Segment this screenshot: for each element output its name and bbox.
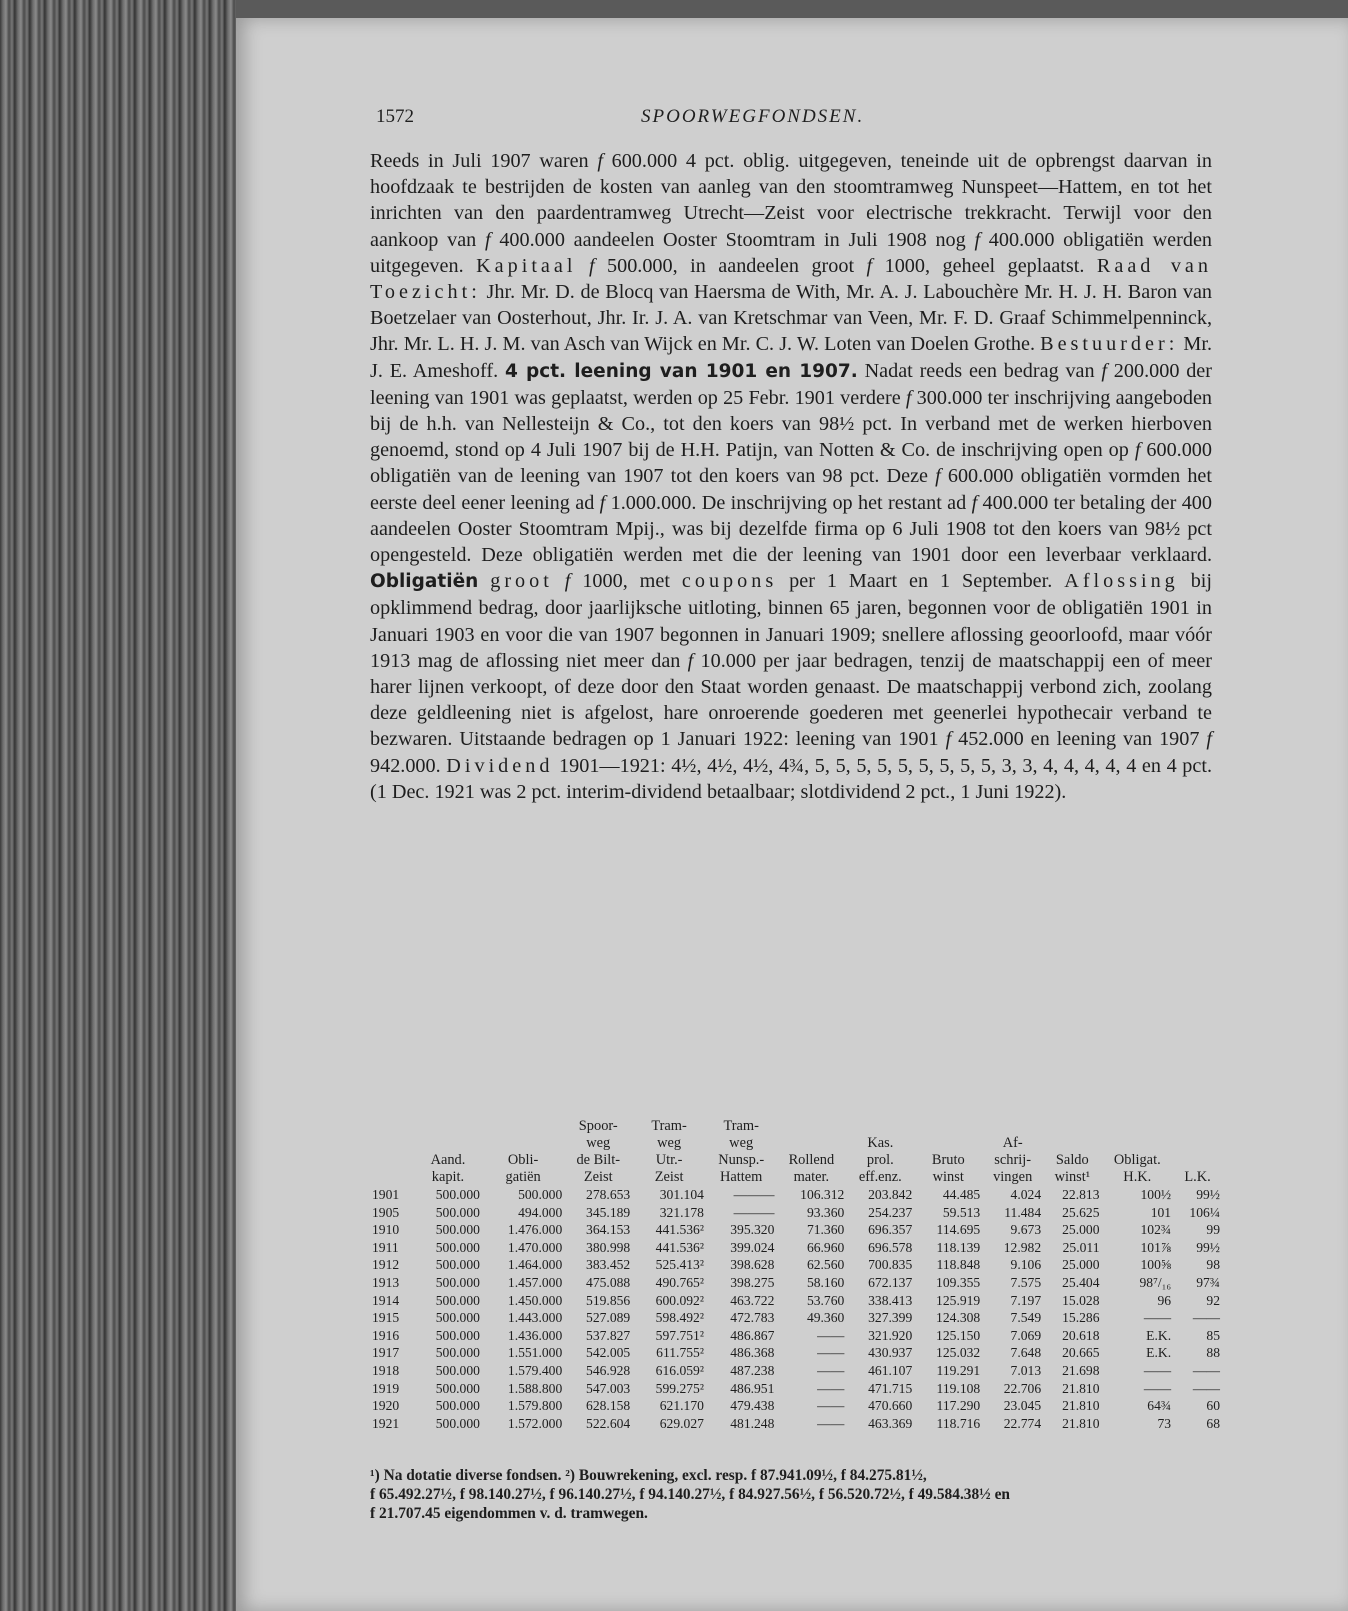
year-cell: 1916 (372, 1327, 400, 1343)
table-row (370, 1415, 1222, 1433)
table-cell: 20.665 (1062, 1345, 1100, 1361)
table-row (370, 1292, 1222, 1310)
florin-sign: f (564, 570, 571, 593)
table-cell: 430.937 (868, 1345, 913, 1361)
table-cell: 100⅝ (1140, 1257, 1172, 1273)
text-run: 400.000 obligatiën werden uitgegeven. (370, 228, 1212, 277)
table-cell: 15.028 (1062, 1292, 1100, 1308)
table-cell: 119.291 (936, 1362, 981, 1378)
table-cell: 479.438 (730, 1398, 775, 1414)
table-cell: —— (817, 1327, 845, 1343)
column-header: Tram- weg Utr.- Zeist (651, 1118, 687, 1185)
table-cell: 12.982 (1003, 1239, 1042, 1255)
text-run: 400.000 aandeelen Ooster Stoomtram in Juli 1908 nog (490, 228, 975, 251)
table-cell: 23.045 (1003, 1398, 1042, 1414)
table-cell: 98 (1206, 1257, 1220, 1273)
text-run: 452.000 en leening van 1907 (951, 728, 1207, 751)
text-run: per 1 Maart en 1 September. (777, 570, 1065, 593)
table-cell: 85 (1206, 1327, 1220, 1343)
table-cell: 441.536² (655, 1222, 704, 1238)
table-cell: 500.000 (435, 1310, 480, 1326)
table-cell: 527.089 (586, 1310, 631, 1326)
table-cell: 463.369 (868, 1415, 913, 1431)
table-cell: 25.000 (1062, 1257, 1100, 1273)
table-cell: 475.088 (586, 1274, 631, 1290)
florin-sign: f (588, 254, 595, 277)
table-header-row (370, 1118, 1222, 1186)
table-cell: 59.513 (942, 1204, 981, 1220)
florin-sign: f (687, 649, 694, 672)
florin-sign: f (597, 150, 603, 172)
financial-table (370, 1118, 1222, 1432)
table-cell: —— (817, 1380, 845, 1396)
florin-sign: f (905, 386, 912, 409)
table-cell: 15.286 (1062, 1310, 1100, 1326)
table-cell: 500.000 (435, 1257, 480, 1273)
table-cell: 109.355 (936, 1274, 981, 1290)
table-cell: 486.368 (730, 1345, 775, 1361)
table-cell: 7.549 (1010, 1310, 1042, 1326)
florin-sign: f (866, 254, 873, 277)
table-cell: 101 (1150, 1204, 1172, 1220)
table-cell: 380.998 (586, 1239, 631, 1255)
table-cell: 1.443.000 (507, 1310, 563, 1326)
table-cell: 1.579.400 (507, 1362, 563, 1378)
book-page-edges (0, 0, 236, 1611)
table-cell: 106¼ (1189, 1204, 1220, 1220)
table-cell: 44.485 (942, 1187, 981, 1202)
table-cell: —— (1143, 1310, 1172, 1326)
table-cell: 1.476.000 (507, 1222, 563, 1238)
table-cell: 7.197 (1010, 1292, 1042, 1308)
table-cell: 500.000 (435, 1274, 480, 1290)
year-cell: 1915 (372, 1310, 400, 1326)
column-header: Tram- weg Nunsp.- Hattem (718, 1118, 765, 1185)
table-cell: 600.092² (655, 1292, 704, 1308)
table-cell: 542.005 (586, 1345, 631, 1361)
florin-sign: f (484, 228, 491, 251)
table-cell: 494.000 (518, 1204, 563, 1220)
table-cell: 66.960 (806, 1239, 845, 1255)
text-run: Mr. J. E. Ameshoff. (370, 333, 1213, 382)
column-header: Obli- gatiën (505, 1152, 541, 1185)
year-cell: 1911 (372, 1239, 399, 1255)
text-run: Jhr. Mr. D. de Blocq van Haersma de With, Mr. A. J. Labouchère Mr. H. J. H. Baron van Boetzelaer van Oosterhout, Jhr. Ir. J. A. van Kretschmar van Veen, Mr. F. D. Graaf Schimmelpenninck, Jhr. Mr. L. H. J. M. van Asch van Wijck en Mr. C. J. W. Loten van Doelen Grothe. (370, 281, 1212, 356)
table-cell: ——— (733, 1187, 775, 1202)
table-cell: 4.024 (1010, 1187, 1042, 1202)
table-cell: 99½ (1196, 1239, 1220, 1255)
table-row (370, 1256, 1222, 1274)
text-run: 500.000, in aandeelen groot (594, 254, 867, 277)
table-cell: 96 (1157, 1292, 1172, 1308)
text-run: 600.000 obligatiën van de leening van 1907 tot den koers van 98 pct. Deze (370, 439, 1212, 488)
table-cell: 486.867 (730, 1327, 775, 1343)
table-cell: 1.464.000 (507, 1257, 563, 1273)
footnotes (370, 1466, 1222, 1523)
table-cell: 106.312 (800, 1187, 845, 1202)
table-cell: 118.139 (936, 1239, 981, 1255)
text-run: Nadat reeds een bedrag van (857, 359, 1102, 382)
table-cell: 9.106 (1010, 1257, 1042, 1273)
text-run: 1000, geheel geplaatst. (872, 254, 1097, 277)
text-run (478, 570, 490, 592)
footnote-line: f 21.707.45 eigendommen v. d. tramwegen. (370, 1505, 648, 1522)
table-cell: —— (817, 1362, 845, 1378)
table-cell: 1.470.000 (507, 1239, 563, 1255)
table-cell: E.K. (1146, 1345, 1172, 1361)
spaced-term: Raad van Toezicht: (370, 254, 1212, 304)
table-cell: 611.755² (656, 1345, 704, 1361)
table-cell: —— (817, 1415, 845, 1431)
table-cell: 73 (1157, 1415, 1172, 1431)
table-cell: 696.578 (868, 1239, 913, 1255)
table-cell: 672.137 (868, 1274, 913, 1290)
table-cell: 500.000 (435, 1204, 480, 1220)
table-cell: 500.000 (435, 1327, 480, 1343)
table-cell: 621.170 (659, 1398, 704, 1414)
table-cell: 700.835 (868, 1257, 913, 1273)
year-cell: 1918 (372, 1362, 400, 1378)
florin-sign: f (935, 465, 941, 488)
florin-sign: f (971, 491, 978, 514)
table-cell: 49.360 (806, 1310, 845, 1326)
table-cell: 490.765² (655, 1274, 704, 1290)
text-run: 600.000 obligatiën vormden het eerste deel eener leening ad (370, 465, 1212, 514)
table-row (370, 1380, 1222, 1398)
table-cell: 22.813 (1062, 1187, 1100, 1202)
table-cell: 471.715 (868, 1380, 913, 1396)
page-header (376, 106, 1206, 140)
column-header: Bruto winst (931, 1152, 965, 1185)
table-cell: 97¾ (1196, 1274, 1220, 1290)
table-cell: 92 (1206, 1292, 1220, 1308)
table-cell: 62.560 (806, 1257, 845, 1273)
table-row (370, 1204, 1222, 1222)
bold-heading: Obligatiën (370, 571, 479, 593)
table-cell: 399.024 (730, 1239, 775, 1255)
table-cell: 1.457.000 (507, 1274, 563, 1290)
table-cell: ——— (733, 1204, 775, 1220)
table-cell: 486.951 (730, 1380, 775, 1396)
table-cell: 125.919 (936, 1292, 981, 1308)
table-cell: 53.760 (806, 1292, 845, 1308)
table-cell: 60 (1206, 1398, 1220, 1414)
table-cell: 11.484 (1004, 1204, 1042, 1220)
table-cell: 1.450.000 (507, 1292, 563, 1308)
table-cell: 21.698 (1062, 1362, 1100, 1378)
page-number: 1572 (376, 106, 414, 127)
year-cell: 1919 (372, 1380, 400, 1396)
table-cell: 321.920 (868, 1327, 913, 1343)
year-cell: 1905 (372, 1204, 400, 1220)
table-cell: 99½ (1196, 1187, 1220, 1202)
table-cell: 118.848 (936, 1257, 981, 1273)
table-cell: 522.604 (586, 1415, 631, 1431)
column-header: Kas. prol. eff.enz. (858, 1135, 902, 1185)
table-cell: 345.189 (586, 1204, 631, 1220)
year-cell: 1913 (372, 1274, 400, 1290)
table-cell: —— (1192, 1362, 1220, 1378)
table-row (370, 1274, 1222, 1292)
table-row (370, 1239, 1222, 1257)
text-run: 400.000 ter betaling der 400 aandeelen Ooster Stoomtram Mpij., was bij dezelfde firma op 6 Juli 1908 tot den koers van 98½ pct opengesteld. Deze obligatiën werden met die der leening van 1901 door een leverbaar verklaard. (370, 491, 1212, 567)
table-cell: 597.751² (655, 1327, 704, 1343)
table-cell: 124.308 (936, 1310, 981, 1326)
table-cell: 441.536² (655, 1239, 704, 1255)
table-cell: 525.413² (655, 1257, 704, 1273)
spaced-term: coupons (681, 570, 778, 593)
table-row (370, 1186, 1222, 1204)
text-run: 1.000.000. De inschrijving op het restant ad (605, 491, 972, 514)
table-row (370, 1327, 1222, 1345)
table-row (370, 1221, 1222, 1239)
table-cell: 25.625 (1062, 1204, 1100, 1220)
column-header: Spoor- weg de Bilt- Zeist (576, 1118, 621, 1185)
column-header (370, 1118, 414, 1186)
florin-sign: f (974, 228, 981, 251)
table-cell: 321.178 (659, 1204, 704, 1220)
body-paragraph (370, 148, 1212, 805)
year-cell: 1912 (372, 1257, 400, 1273)
table-cell: 500.000 (435, 1380, 480, 1396)
table-cell: 398.275 (730, 1274, 775, 1290)
table-cell: 1.588.800 (507, 1380, 563, 1396)
table-cell: 463.722 (730, 1292, 775, 1308)
text-run: 600.000 4 pct. oblig. uitgegeven, teneinde uit de opbrengst daarvan in hoofdzaak te bestrijden de kosten van aanleg van den stoomtramweg Nunspeet—Hattem, en tot het inrichten van den paardentramweg Utrecht—Zeist voor electrische trekkracht. Terwijl voor den aankoop van (370, 150, 1212, 251)
table-row (370, 1362, 1222, 1380)
spaced-term: Bestuurder: (1040, 333, 1179, 356)
table-cell: 100½ (1140, 1187, 1172, 1202)
table-cell: 21.810 (1062, 1398, 1100, 1414)
running-title: SPOORWEGFONDSEN. (641, 106, 865, 127)
table-row (370, 1344, 1222, 1362)
table-cell: 64¾ (1147, 1398, 1172, 1414)
table-cell: 68 (1206, 1415, 1220, 1431)
table-cell: 21.810 (1062, 1415, 1100, 1431)
florin-sign: f (599, 491, 606, 514)
column-header: Rollend mater. (788, 1152, 835, 1185)
table-cell: 487.238 (730, 1362, 775, 1378)
table-cell: 628.158 (586, 1398, 631, 1414)
florin-sign: f (1206, 728, 1213, 751)
table-cell: 7.069 (1010, 1327, 1042, 1343)
column-header: L.K. (1184, 1169, 1211, 1185)
table-cell: 1.436.000 (507, 1327, 563, 1343)
spaced-term: Dividend (446, 754, 554, 777)
table-cell: 117.290 (936, 1398, 981, 1414)
table-cell: 398.628 (730, 1257, 775, 1273)
table-cell: 383.452 (586, 1257, 631, 1273)
table-cell: —— (1192, 1310, 1220, 1326)
table-cell: 119.108 (936, 1380, 981, 1396)
text-run: 1000, met (570, 570, 682, 593)
table-cell: 7.013 (1010, 1362, 1042, 1378)
table-cell: 25.011 (1062, 1239, 1100, 1255)
spaced-term: groot (490, 570, 553, 593)
table-cell: 125.150 (936, 1327, 981, 1343)
table-cell: 93.360 (806, 1204, 845, 1220)
table-cell: 254.237 (868, 1204, 913, 1220)
table-cell: 25.000 (1062, 1222, 1100, 1238)
table-cell: 500.000 (435, 1398, 480, 1414)
year-cell: 1910 (372, 1222, 400, 1238)
spaced-term: Aflossing (1064, 570, 1179, 593)
table-cell: 547.003 (586, 1380, 631, 1396)
table-cell: 629.027 (659, 1415, 704, 1431)
table-cell: 98⁷/₁₆ (1139, 1274, 1172, 1290)
table-row (370, 1397, 1222, 1415)
table-cell: 598.492² (655, 1310, 704, 1326)
table-cell: 364.153 (586, 1222, 631, 1238)
text-run: Reeds in Juli 1907 waren (370, 150, 598, 172)
table-cell: —— (817, 1398, 845, 1414)
florin-sign: f (945, 728, 952, 751)
table-cell: 500.000 (435, 1345, 480, 1361)
table-cell: —— (817, 1345, 845, 1361)
text-run: 1901—1921: 4½, 4½, 4½, 4¾, 5, 5, 5, 5, 5, 5, 5, 5, 5, 3, 3, 4, 4, 4, 4, 4 en 4 pct. (1 Dec. 1921 was 2 pct. interim-dividend betaalbaar; slotdividend 2 pct., 1 Juni 1922). (370, 754, 1213, 803)
florin-sign: f (1101, 359, 1108, 382)
year-cell: 1914 (372, 1292, 400, 1308)
table-cell: —— (1143, 1380, 1172, 1396)
table-cell: 22.706 (1003, 1380, 1042, 1396)
table-cell: 327.399 (868, 1310, 913, 1326)
table-cell: 461.107 (868, 1362, 913, 1378)
table-cell: 500.000 (435, 1415, 480, 1431)
table-cell: 88 (1206, 1345, 1220, 1361)
table-cell: 278.653 (586, 1187, 631, 1202)
table-cell: 99 (1206, 1222, 1220, 1238)
column-header: Saldo winst¹ (1054, 1152, 1091, 1185)
column-header: Af- schrij- vingen (993, 1135, 1033, 1185)
column-header: Obligat. H.K. (1113, 1152, 1161, 1185)
table-cell: 25.404 (1062, 1274, 1100, 1290)
table-cell: 599.275² (655, 1380, 704, 1396)
table-cell: 616.059² (655, 1362, 704, 1378)
table-cell: 7.648 (1010, 1345, 1042, 1361)
table-cell: 537.827 (586, 1327, 631, 1343)
table-cell: 500.000 (518, 1187, 563, 1202)
table-cell: 71.360 (806, 1222, 845, 1238)
year-cell: 1921 (372, 1415, 400, 1431)
table-cell: 519.856 (586, 1292, 631, 1308)
table-cell: 22.774 (1003, 1415, 1042, 1431)
table-cell: —— (1143, 1362, 1172, 1378)
spaced-term: Kapitaal (476, 254, 577, 277)
table-row (370, 1309, 1222, 1327)
table-cell: 470.660 (868, 1398, 913, 1414)
table-cell: 338.413 (868, 1292, 913, 1308)
text-run (576, 255, 588, 277)
table-cell: 101⅞ (1140, 1239, 1172, 1255)
table-cell: —— (1192, 1380, 1220, 1396)
bold-heading: 4 pct. leening van 1901 en 1907. (504, 360, 858, 382)
table-cell: 546.928 (586, 1362, 631, 1378)
text-run: bij opklimmend bedrag, door jaarlijksche uitloting, binnen 65 jaren, begonnen voor de obligatiën 1901 in Januari 1903 en voor die van 1907 begonnen in Januari 1909; snellere aflossing geoorloofd, maar vóór 1913 mag de aflossing niet meer dan (370, 570, 1213, 672)
table-cell: 395.320 (730, 1222, 775, 1238)
table-cell: 500.000 (435, 1292, 480, 1308)
footnote-line: ¹) Na dotatie diverse fondsen. ²) Bouwrekening, excl. resp. f 87.941.09½, f 84.275.81½, (370, 1467, 927, 1484)
table-cell: 118.716 (936, 1415, 981, 1431)
table-cell: 58.160 (806, 1274, 845, 1290)
florin-sign: f (1134, 439, 1141, 462)
text-run: 200.000 der leening van 1901 was geplaatst, werden op 25 Febr. 1901 verdere (370, 359, 1212, 409)
text-run: 942.000. (370, 754, 447, 777)
year-cell: 1901 (372, 1187, 400, 1202)
table-cell: 102¾ (1140, 1222, 1172, 1238)
text-run (553, 570, 565, 592)
footnote-line: f 65.492.27½, f 98.140.27½, f 96.140.27½, f 94.140.27½, f 84.927.56½, f 56.520.72½, f 49.584.38½ en (370, 1486, 1010, 1503)
table-cell: 114.695 (936, 1222, 981, 1238)
table-cell: 203.842 (868, 1187, 913, 1202)
table-cell: 1.579.800 (507, 1398, 563, 1414)
text-run: 10.000 per jaar bedragen, tenzij de maatschappij een of meer harer lijnen verkoopt, of deze door den Staat worden genaast. De maatschappij verbond zich, zoolang deze geldleening niet is afgelost, hare onroerende goederen met geenerlei hypothecair verband te bezwaren. Uitstaande bedragen op 1 Januari 1922: leening van 1901 (370, 649, 1212, 751)
table-cell: 20.618 (1062, 1327, 1100, 1343)
table-cell: E.K. (1146, 1327, 1172, 1343)
table-cell: 21.810 (1062, 1380, 1100, 1396)
table-cell: 301.104 (659, 1187, 704, 1202)
year-cell: 1917 (372, 1345, 400, 1361)
table-cell: 472.783 (730, 1310, 775, 1326)
table-cell: 500.000 (435, 1187, 480, 1202)
table-cell: 696.357 (868, 1222, 913, 1238)
table-cell: 7.575 (1010, 1274, 1042, 1290)
table-cell: 481.248 (730, 1415, 775, 1431)
table-cell: 1.572.000 (507, 1415, 563, 1431)
book-page (236, 18, 1348, 1611)
column-header: Aand. kapit. (430, 1152, 466, 1185)
text-run: 300.000 ter inschrijving aangeboden bij de h.h. van Nellesteijn & Co., tot den koers van 98½ pct. In verband met de werken hierboven genoemd, stond op 4 Juli 1907 bij de H.H. Patijn, van Notten & Co. de inschrijving open op (370, 386, 1213, 462)
table-cell: 1.551.000 (507, 1345, 563, 1361)
year-cell: 1920 (372, 1398, 400, 1414)
table-cell: 9.673 (1010, 1222, 1042, 1238)
table-cell: 125.032 (936, 1345, 981, 1361)
table-cell: 500.000 (435, 1222, 480, 1238)
table-cell: 500.000 (435, 1239, 480, 1255)
table-cell: 500.000 (435, 1362, 480, 1378)
